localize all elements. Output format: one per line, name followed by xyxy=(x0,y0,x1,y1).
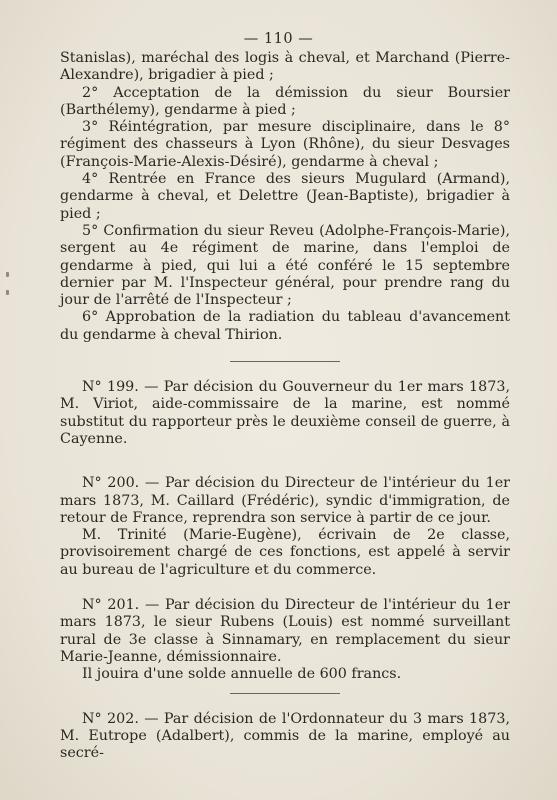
decision-paragraph: N° 202. — Par décision de l'Ordonnateur du 3 mars 1873, M. Eutrope (Adalbert), commis de la marine, employé au secré- xyxy=(60,710,510,762)
body-paragraph: 6° Approbation de la radiation du tableau d'avancement du gendarme à cheval Thirion. xyxy=(60,309,510,343)
decision-paragraph: Il jouira d'une solde annuelle de 600 francs. xyxy=(82,666,402,683)
body-paragraph: Stanislas), maréchal des logis à cheval, et Marchand (Pierre-Alexandre), brigadier à pied ; xyxy=(60,50,510,84)
decision-paragraph: N° 199. — Par décision du Gouverneur du 1er mars 1873, M. Viriot, aide-commissaire de la marine, est nommé substitut du rapporteur près le deuxième conseil de guerre, à Cayenne. xyxy=(60,379,510,447)
page-number: — 110 — xyxy=(243,31,314,47)
body-paragraph: 5° Confirmation du sieur Reveu (Adolphe-François-Marie), sergent au 4e régiment de marine, dans l'emploi de gendarme à pied, qui lui a été conféré le 15 septembre dernier par M. l'Inspecteur général, pour prendre rang du jour de l'arrêté de l'Inspecteur ; xyxy=(60,222,510,309)
scan-spot xyxy=(6,272,9,277)
body-paragraph: 2° Acceptation de la démission du sieur Boursier (Barthélemy), gendarme à pied ; xyxy=(60,84,510,118)
decision-paragraph: M. Trinité (Marie-Eugène), écrivain de 2e classe, provisoirement chargé de ces fonctions, est appelé à servir au bureau de l'agriculture et du commerce. xyxy=(60,527,510,578)
page-body xyxy=(60,50,510,762)
decision-paragraph: N° 201. — Par décision du Directeur de l'intérieur du 1er mars 1873, le sieur Rubens (Louis) est nommé surveillant rural de 3e classe à Sinnamary, en remplacement du sieur Marie-Jeanne, démissionnaire. xyxy=(60,597,510,665)
scan-spot xyxy=(6,290,9,295)
body-paragraph: 3° Réintégration, par mesure disciplinaire, dans le 8° régiment des chasseurs à Lyon (Rhône), du sieur Desvages (François-Marie-Alexis-Désiré), gendarme à cheval ; xyxy=(60,119,510,170)
decision-paragraph: N° 200. — Par décision du Directeur de l'intérieur du 1er mars 1873, M. Caillard (Frédéric), syndic d'immigration, de retour de France, reprendra son service à partir de ce jour. xyxy=(60,475,510,526)
body-paragraph: 4° Rentrée en France des sieurs Mugulard (Armand), gendarme à cheval, et Delettre (Jean-Baptiste), brigadier à pied ; xyxy=(60,171,510,222)
